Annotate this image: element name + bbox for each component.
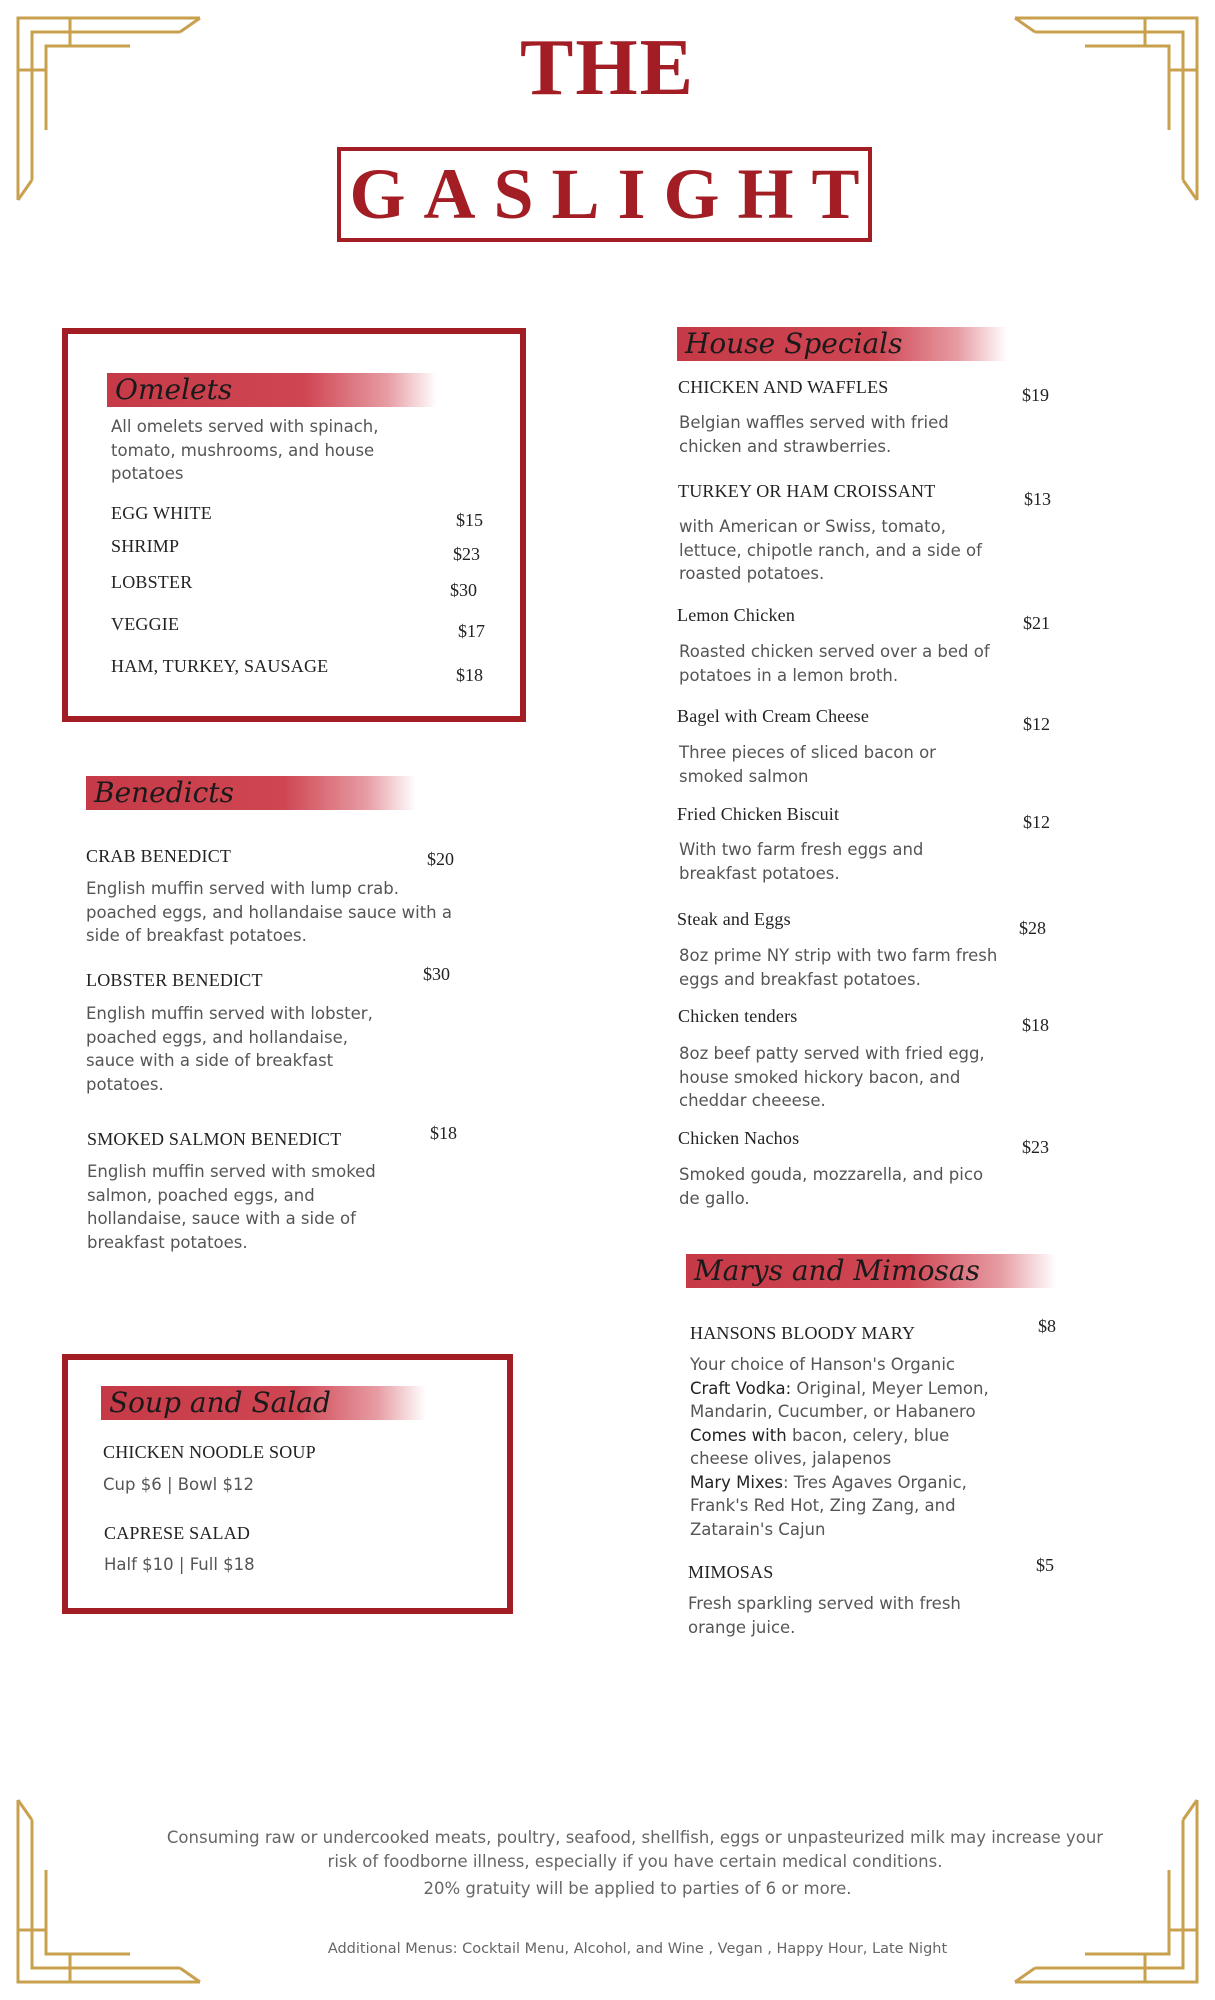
benedict-item-price: $30 [423,964,450,984]
special-item-price: $12 [1023,812,1050,832]
special-item-price: $21 [1023,613,1050,633]
omelet-item-name: LOBSTER [111,572,193,592]
craft-vodka-text: Original, Meyer Lemon, Mandarin, Cucumber, or Habanero [690,1378,989,1421]
mary-mixes-text: : Tres Agaves Organic, Frank's Red Hot, Zing Zang, and Zatarain's Cajun [690,1472,967,1539]
mary-mixes-label: Mary Mixes [690,1472,783,1492]
omelet-item-name: HAM, TURKEY, SAUSAGE [111,656,329,676]
comes-with-label: Comes with [690,1425,787,1445]
special-item-price: $18 [1022,1015,1049,1035]
special-item-name: CHICKEN AND WAFFLES [678,377,889,397]
special-item-name: Steak and Eggs [677,909,791,929]
benedict-item-desc: English muffin served with lump crab. poached eggs, and hollandaise sauce with a side of breakfast potatoes. [86,879,452,945]
benedict-item-name: CRAB BENEDICT [86,846,232,866]
omelets-description: All omelets served with spinach, tomato, mushrooms, and house potatoes [111,417,379,483]
soup-salad-item-desc: Half $10 | Full $18 [104,1555,255,1574]
bloody-mary-intro: Your choice of Hanson's Organic [690,1355,955,1374]
mimosas-price: $5 [1036,1555,1054,1575]
special-item-desc: Three pieces of sliced bacon or smoked salmon [679,743,936,786]
bloody-mary-desc [690,1353,1010,1541]
benedict-item-price: $20 [427,849,454,869]
special-item-name: Chicken tenders [678,1006,798,1026]
special-item-price: $13 [1024,489,1051,509]
special-item-desc: 8oz prime NY strip with two farm fresh eggs and breakfast potatoes. [679,946,998,989]
omelet-item-price: $17 [458,621,485,641]
food-safety-warning: Consuming raw or undercooked meats, poultry, seafood, shellfish, eggs or unpasteurized milk may increase your risk of foodborne illness, especially if you have certain medical conditions. [166,1828,1104,1871]
special-item-name: Fried Chicken Biscuit [677,804,840,824]
soup-salad-item-name: CHICKEN NOODLE SOUP [103,1442,316,1462]
benedicts-heading: Benedicts [94,776,234,809]
additional-menus: Additional Menus: Cocktail Menu, Alcohol, and Wine , Vegan , Happy Hour, Late Night [327,1941,948,1957]
soup-salad-heading: Soup and Salad [109,1386,331,1419]
comes-with-text: bacon, celery, blue cheese olives, jalapenos [690,1425,950,1468]
special-item-price: $23 [1022,1137,1049,1157]
special-item-price: $19 [1022,385,1049,405]
special-item-desc: Roasted chicken served over a bed of potatoes in a lemon broth. [679,642,990,685]
benedicts-banner [86,776,416,810]
craft-vodka-label: Craft Vodka: [690,1378,792,1398]
house-specials-banner [677,327,1007,361]
special-item-desc: With two farm fresh eggs and breakfast potatoes. [679,840,924,883]
soup-salad-item-desc: Cup $6 | Bowl $12 [103,1475,254,1494]
special-item-desc: Belgian waffles served with fried chicken and strawberries. [679,413,949,456]
mimosas-name: MIMOSAS [688,1562,774,1582]
benedict-item-desc: English muffin served with lobster, poached eggs, and hollandaise, sauce with a side of breakfast potatoes. [86,1004,373,1094]
marys-mimosas-banner [686,1254,1056,1288]
benedict-item-name: LOBSTER BENEDICT [86,970,263,990]
soup-salad-item-name: CAPRESE SALAD [104,1523,251,1543]
house-specials-heading: House Specials [685,327,903,360]
special-item-name: Chicken Nachos [678,1128,800,1148]
title-the: THE [520,24,695,112]
soup-salad-banner [101,1386,426,1420]
omelet-item-name: EGG WHITE [111,503,212,523]
omelet-item-price: $15 [456,510,483,530]
omelets-banner [107,373,437,407]
restaurant-name: GASLIGHT [349,154,878,234]
special-item-desc: 8oz beef patty served with fried egg, house smoked hickory bacon, and cheddar cheeese. [679,1044,985,1110]
special-item-name: Lemon Chicken [677,605,796,625]
gratuity-note: 20% gratuity will be applied to parties of 6 or more. [423,1879,852,1898]
benedict-item-desc: English muffin served with smoked salmon, poached eggs, and hollandaise, sauce with a side of breakfast potatoes. [87,1162,376,1252]
special-item-name: TURKEY OR HAM CROISSANT [678,481,936,501]
bloody-mary-price: $8 [1038,1316,1056,1336]
omelet-item-price: $23 [453,544,480,564]
omelet-item-price: $18 [456,665,483,685]
benedict-item-price: $18 [430,1123,457,1143]
omelets-heading: Omelets [115,373,233,406]
omelet-item-name: VEGGIE [111,614,180,634]
marys-mimosas-heading: Marys and Mimosas [694,1254,980,1287]
mimosas-desc: Fresh sparkling served with fresh orange juice. [688,1594,961,1637]
special-item-name: Bagel with Cream Cheese [677,706,870,726]
special-item-price: $28 [1019,918,1046,938]
special-item-desc: Smoked gouda, mozzarella, and pico de gallo. [679,1165,984,1208]
omelet-item-name: SHRIMP [111,536,180,556]
special-item-price: $12 [1023,714,1050,734]
bloody-mary-name: HANSONS BLOODY MARY [690,1323,916,1343]
omelet-item-price: $30 [450,580,477,600]
special-item-desc: with American or Swiss, tomato, lettuce, chipotle ranch, and a side of roasted potatoes. [679,517,982,583]
benedict-item-name: SMOKED SALMON BENEDICT [87,1129,342,1149]
